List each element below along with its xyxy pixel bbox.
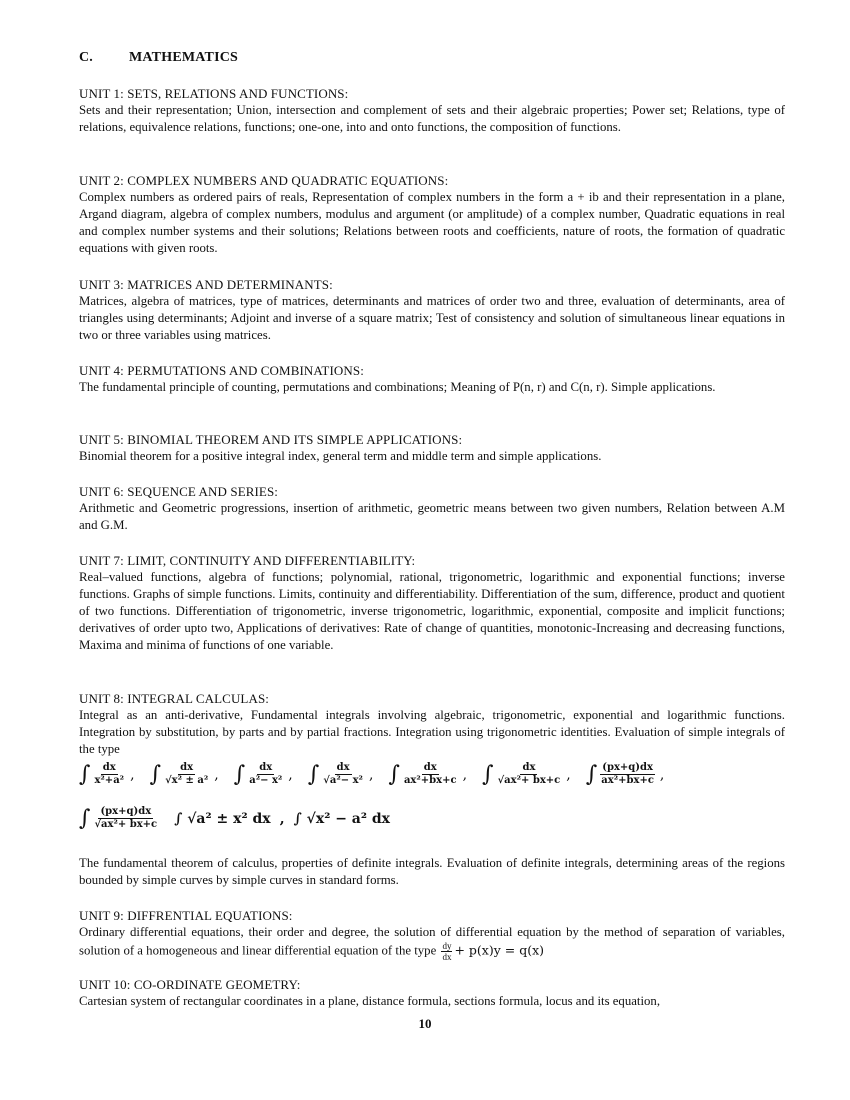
unit-2 [79,172,785,257]
unit-title: UNIT 5: BINOMIAL THEOREM AND ITS SIMPLE APPLICATIONS: [79,432,463,447]
integral-3: ∫ $\frac{dx}{\text{a²− x²}}$ , [233,761,293,787]
integral-2: ∫ $\frac{dx}{\text{√x² ± a²}}$ , [149,761,219,787]
integral-formulas-row-2 [79,806,779,831]
integral-1: ∫ $\frac{dx}{\text{x²+a²}}$ , [79,761,135,787]
unit-title: UNIT 3: MATRICES AND DETERMINANTS: [79,277,333,292]
unit-4 [79,362,785,396]
unit-body: Binomial theorem for a positive integral index, general term and middle term and simple applications. [79,449,602,464]
integral-5: ∫ $\frac{dx}{\text{ax²+bx+c}}$ , [388,761,468,787]
unit-body [79,924,785,962]
unit-title: UNIT 9: DIFFRENTIAL EQUATIONS: [79,908,293,923]
section-title: MATHEMATICS [129,50,239,65]
unit-body: Sets and their representation; Union, intersection and complement of sets and their algebraic properties; Power set; Relations, type of relations, equivalence relations, functions; one-one, into and onto functions, the composition of functions. [79,103,785,135]
unit-body: The fundamental principle of counting, permutations and combinations; Meaning of P(n, r) and C(n, r). Simple applications. [79,380,716,395]
integral-9: ∫ √a² ± x² dx [174,810,271,827]
unit-title: UNIT 10: CO-ORDINATE GEOMETRY: [79,977,301,992]
unit-8-continuation: The fundamental theorem of calculus, properties of definite integrals. Evaluation of definite integrals, determining areas of the regions bounded by simple curves by simple curves in standard forms. [79,856,785,888]
unit-body: Real–valued functions, algebra of functions; polynomial, rational, trigonometric, logarithmic and exponential functions; inverse functions. Graphs of simple functions. Limits, continuity and differentiability. Differentiation of the sum, difference, product and quotient of two functions. Differentiation of trigonometric, inverse trigonometric, logarithmic, exponential, composite and implicit functions; derivatives of order upto two, Applications of derivatives: Rate of change of quantities, monotonic-Increasing and decreasing functions, Maxima and minima of functions of one variable. [79,570,785,653]
unit-9 [79,907,785,962]
unit-body: Arithmetic and Geometric progressions, insertion of arithmetic, geometric means between two given numbers, Relation between A.M and G.M. [79,501,785,533]
unit-title: UNIT 1: SETS, RELATIONS AND FUNCTIONS: [79,86,349,101]
section-letter: C. [79,50,94,65]
differential-equation-tail: + p(x)y = q(x) [454,942,545,958]
section-heading [79,50,238,66]
unit-body: Cartesian system of rectangular coordinates in a plane, distance formula, sections formula, locus and its equation, [79,994,661,1009]
unit-title: UNIT 7: LIMIT, CONTINUITY AND DIFFERENTIABILITY: [79,553,416,568]
unit-title: UNIT 8: INTEGRAL CALCULAS: [79,691,270,706]
unit-10 [79,976,785,1010]
integral-6: ∫ $\frac{dx}{\text{√ax²+ bx+c}}$ , [482,761,571,787]
integral-7: ∫ $\frac{(px+q)dx}{\text{ax²+bx+c}}$ , [585,761,665,787]
unit-3 [79,276,785,344]
unit-body: Integral as an anti-derivative, Fundamental integrals involving algebraic, trigonometric, exponential and logarithmic functions. Integration by substitution, by parts and by partial fractions. Integration using trigonometric identities. Evaluation of simple integrals of the type [79,708,785,757]
integral-4: ∫ $\frac{dx}{\text{√a²− x²}}$ , [307,761,374,787]
page-number: 10 [418,1016,432,1031]
unit-1 [79,85,785,136]
unit-8 [79,690,785,758]
integral-10: ∫ √x² − a² dx [293,810,391,827]
unit-7 [79,552,785,655]
unit-title: UNIT 2: COMPLEX NUMBERS AND QUADRATIC EQUATIONS: [79,173,449,188]
unit-body: Matrices, algebra of matrices, type of matrices, determinants and matrices of order two and three, evaluation of determinants, area of triangles using determinants; Adjoint and inverse of a square matrix; Test of consistency and solution of simultaneous linear equations in two or three variables using matrices. [79,294,785,343]
unit-9-text: Ordinary differential equations, their order and degree, the solution of differential equation by the method of separation of variables, solution of a homogeneous and linear differential equation of the type [79,925,785,958]
dy-dx-fraction: $\frac{dy}{dx}$ [442,941,452,963]
unit-5 [79,431,785,465]
unit-title: UNIT 6: SEQUENCE AND SERIES: [79,484,279,499]
integral-formulas-row-1 [79,762,779,787]
unit-6 [79,483,785,534]
integral-8: ∫ $\frac{(px+q)dx}{\text{√ax²+ bx+c}}$ [79,805,158,831]
unit-title: UNIT 4: PERMUTATIONS AND COMBINATIONS: [79,363,364,378]
unit-body: Complex numbers as ordered pairs of reals, Representation of complex numbers in the form a + ib and their representation in a plane, Argand diagram, algebra of complex numbers, modulus and argument (or amplitude) of a complex number, Quadratic equations in real and complex number systems and their solutions; Relations between roots and coefficients, nature of roots, the formation of quadratic equations with given roots. [79,190,785,256]
integral-separator: , [279,810,285,827]
